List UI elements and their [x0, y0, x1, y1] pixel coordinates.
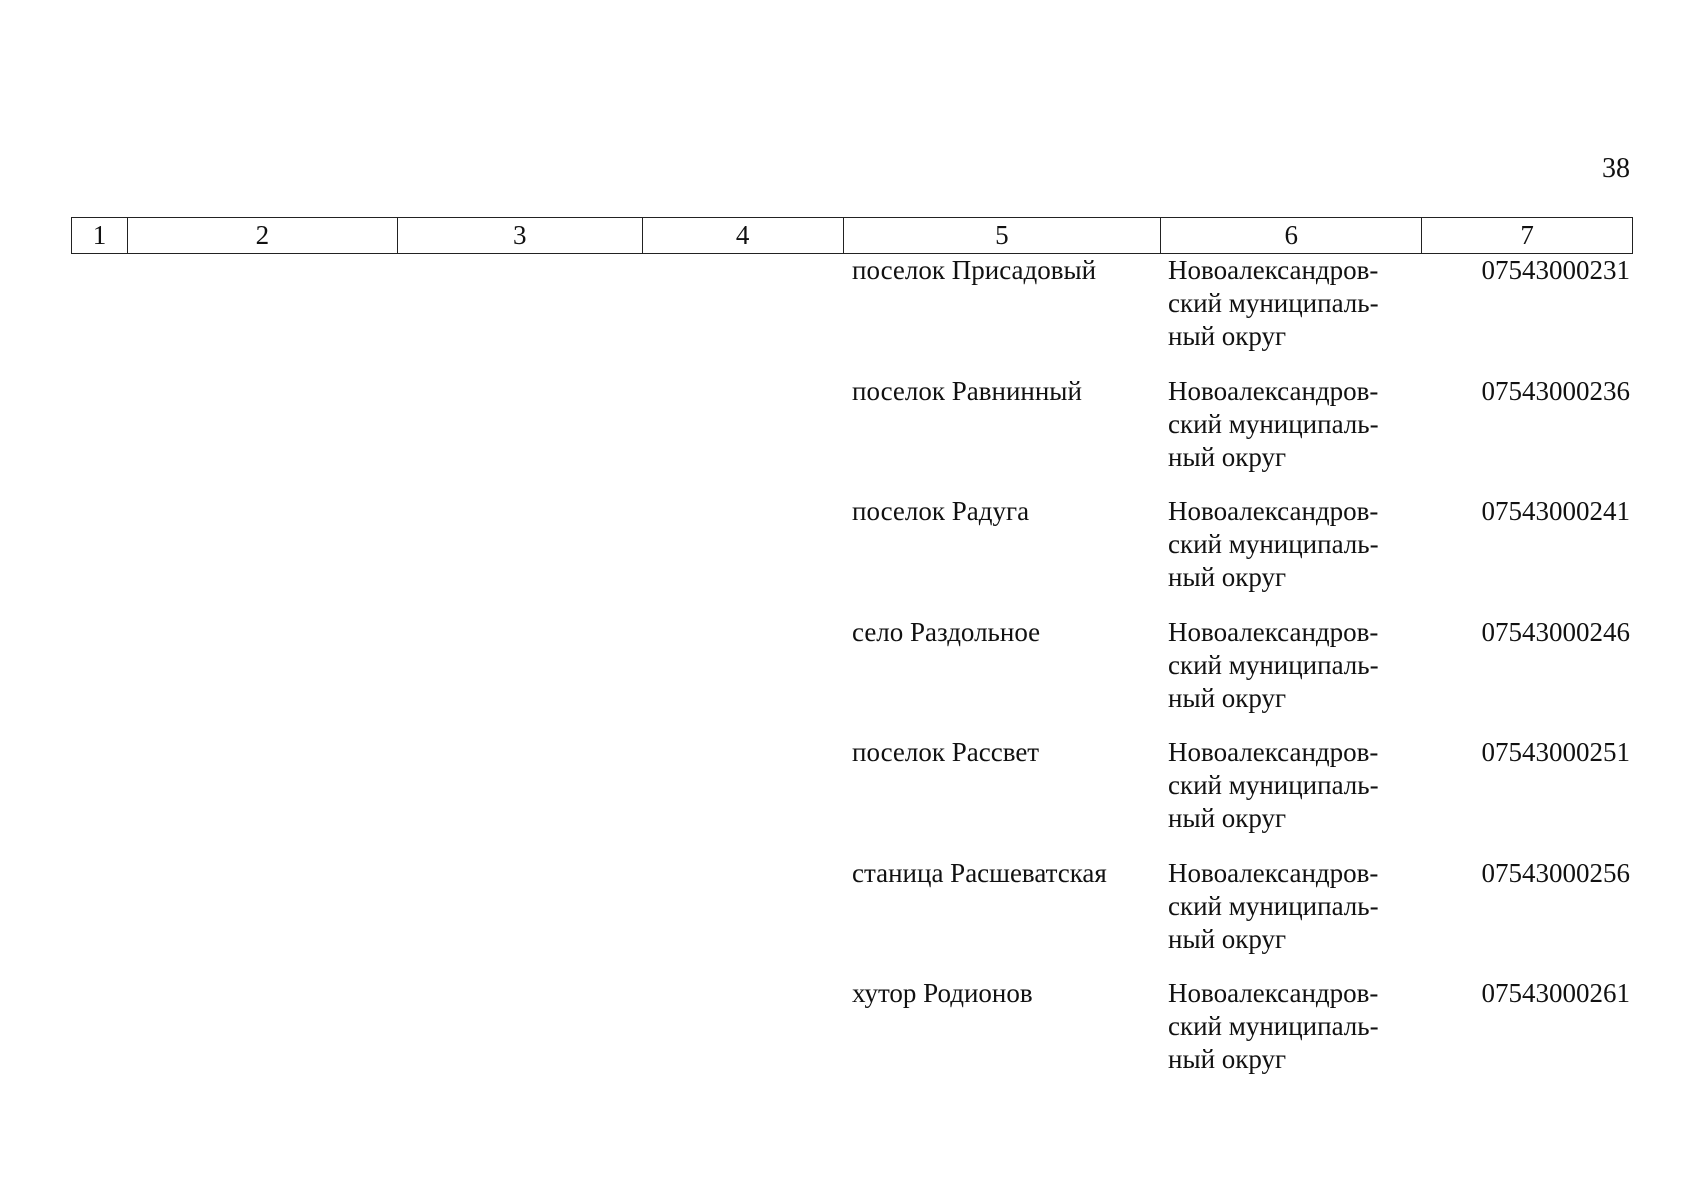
district-line: ный округ	[1168, 1044, 1287, 1074]
table-row	[0, 616, 1695, 737]
table-row	[0, 375, 1695, 496]
district-name	[1168, 375, 1418, 474]
oktmo-code: 07543000231	[1481, 255, 1630, 285]
oktmo-code: 07543000251	[1481, 737, 1630, 767]
header-col-5: 5	[844, 218, 1162, 253]
district-line: Новоалександров-	[1168, 978, 1379, 1008]
header-col-6: 6	[1161, 218, 1422, 253]
district-line: ный округ	[1168, 562, 1287, 592]
header-col-4: 4	[643, 218, 844, 253]
settlement-name: поселок Рассвет	[852, 737, 1040, 767]
settlement-name: поселок Равнинный	[852, 375, 1082, 406]
oktmo-code: 07543000236	[1481, 375, 1630, 406]
settlement-name: хутор Родионов	[852, 978, 1033, 1008]
district-name	[1168, 616, 1418, 715]
header-col-7: 7	[1422, 218, 1633, 253]
district-line: ный округ	[1168, 923, 1287, 954]
district-name	[1168, 857, 1418, 956]
page-number: 38	[1602, 153, 1630, 184]
table-row	[0, 857, 1695, 978]
header-col-3: 3	[398, 218, 643, 253]
header-col-1: 1	[72, 218, 128, 253]
district-line: ный округ	[1168, 441, 1287, 472]
district-name	[1168, 495, 1418, 594]
settlement-name: поселок Присадовый	[852, 255, 1097, 285]
district-name	[1168, 977, 1418, 1076]
district-line: Новоалександров-	[1168, 496, 1379, 526]
district-name	[1168, 254, 1418, 353]
district-line: Новоалександров-	[1168, 857, 1379, 888]
district-name	[1168, 736, 1418, 835]
table-row	[0, 736, 1695, 857]
oktmo-code: 07543000256	[1481, 857, 1630, 888]
settlement-name: станица Расшеватская	[852, 857, 1107, 888]
district-line: ский муниципаль-	[1168, 529, 1379, 559]
settlement-name: поселок Радуга	[852, 496, 1030, 526]
district-line: Новоалександров-	[1168, 737, 1379, 767]
district-line: ский муниципаль-	[1168, 770, 1379, 800]
settlement-name: село Раздольное	[852, 616, 1041, 647]
district-line: ный округ	[1168, 321, 1287, 351]
table-header-row	[71, 217, 1633, 254]
district-line: ный округ	[1168, 682, 1287, 713]
district-line: Новоалександров-	[1168, 375, 1379, 406]
table-row	[0, 977, 1695, 1098]
oktmo-code: 07543000261	[1481, 978, 1630, 1008]
oktmo-code: 07543000241	[1481, 496, 1630, 526]
district-line: ский муниципаль-	[1168, 408, 1379, 439]
district-line: Новоалександров-	[1168, 255, 1379, 285]
district-line: ский муниципаль-	[1168, 288, 1379, 318]
table-body	[0, 254, 1695, 1098]
district-line: ский муниципаль-	[1168, 1011, 1379, 1041]
district-line: Новоалександров-	[1168, 616, 1379, 647]
header-col-2: 2	[128, 218, 398, 253]
district-line: ский муниципаль-	[1168, 890, 1379, 921]
table-row	[0, 495, 1695, 616]
district-line: ный округ	[1168, 803, 1287, 833]
oktmo-code: 07543000246	[1481, 616, 1630, 647]
table-row	[0, 254, 1695, 375]
district-line: ский муниципаль-	[1168, 649, 1379, 680]
